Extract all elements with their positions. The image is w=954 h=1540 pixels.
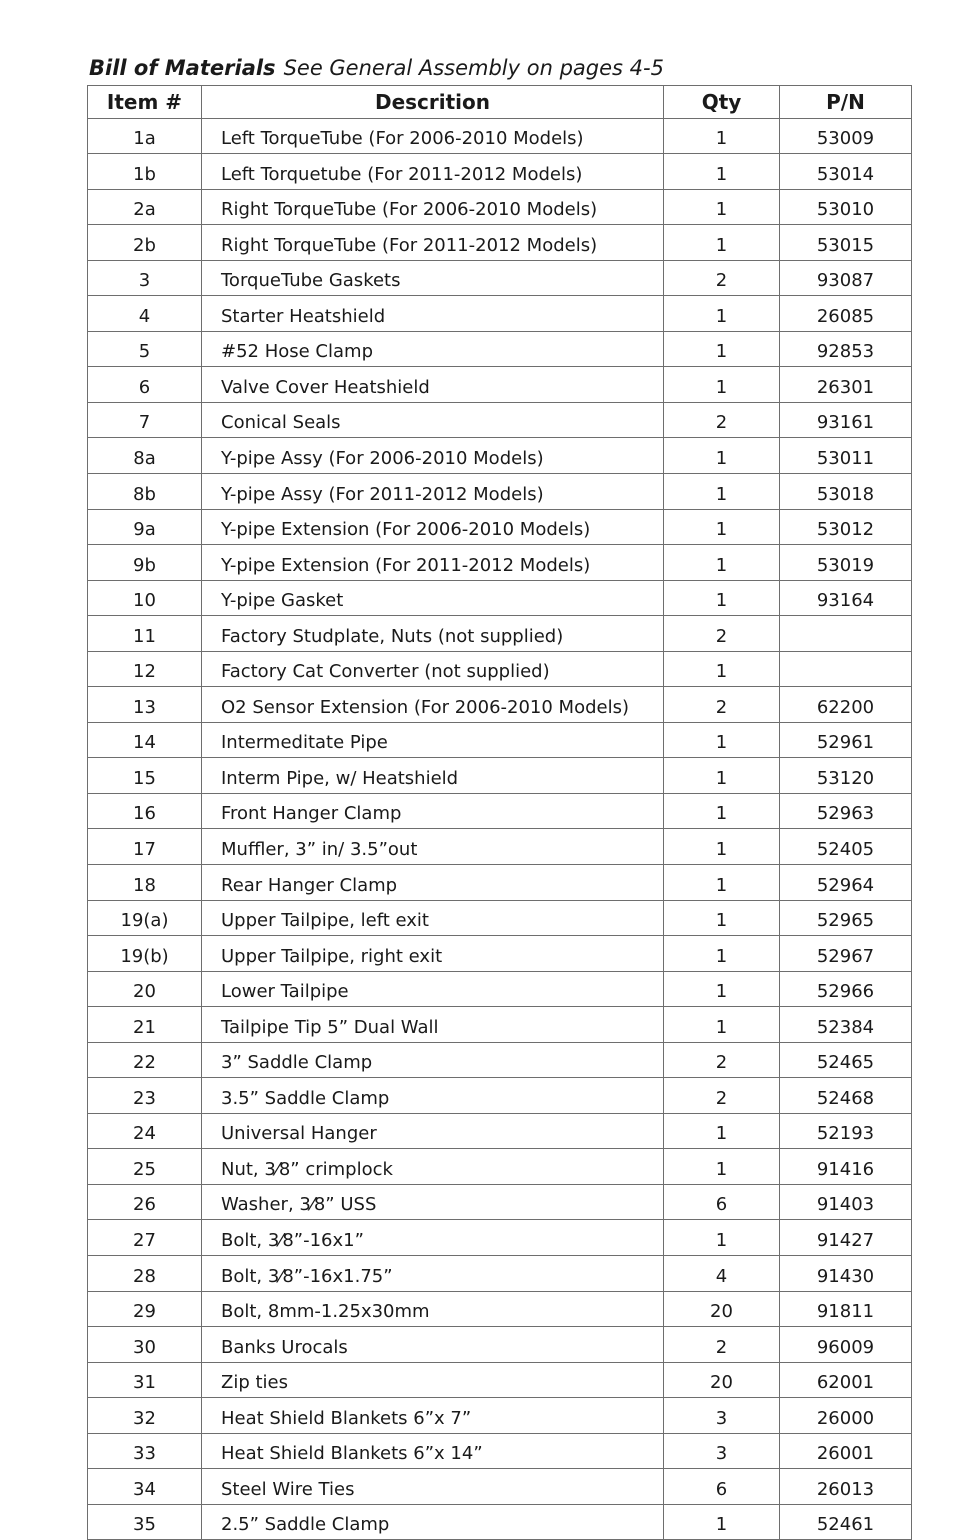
cell-quantity: 1 (664, 189, 780, 225)
cell-part-number: 52461 (780, 1504, 912, 1540)
table-row (88, 758, 912, 794)
cell-part-number: 91416 (780, 1149, 912, 1185)
cell-part-number: 26001 (780, 1433, 912, 1469)
cell-part-number: 52964 (780, 864, 912, 900)
cell-description: 3.5” Saddle Clamp (202, 1078, 664, 1114)
cell-quantity: 2 (664, 1327, 780, 1363)
cell-part-number: 53014 (780, 154, 912, 190)
table-row (88, 296, 912, 332)
table-row (88, 438, 912, 474)
cell-part-number: 52961 (780, 722, 912, 758)
cell-part-number: 91403 (780, 1184, 912, 1220)
table-row (88, 154, 912, 190)
cell-description: Left TorqueTube (For 2006-2010 Models) (202, 118, 664, 154)
cell-part-number: 53011 (780, 438, 912, 474)
cell-quantity: 2 (664, 260, 780, 296)
table-body (88, 118, 912, 1540)
cell-item-number: 9b (88, 545, 202, 581)
table-row (88, 971, 912, 1007)
cell-item-number: 23 (88, 1078, 202, 1114)
cell-item-number: 2a (88, 189, 202, 225)
cell-item-number: 7 (88, 402, 202, 438)
cell-part-number: 91811 (780, 1291, 912, 1327)
table-row (88, 1433, 912, 1469)
cell-quantity: 6 (664, 1469, 780, 1505)
cell-description: Nut, 3⁄8” crimplock (202, 1149, 664, 1185)
table-row (88, 864, 912, 900)
cell-item-number: 28 (88, 1256, 202, 1292)
cell-part-number: 62200 (780, 687, 912, 723)
cell-description: Right TorqueTube (For 2006-2010 Models) (202, 189, 664, 225)
cell-quantity: 1 (664, 331, 780, 367)
cell-item-number: 22 (88, 1042, 202, 1078)
cell-part-number (780, 651, 912, 687)
cell-part-number: 52963 (780, 793, 912, 829)
column-header-pn: P/N (780, 86, 912, 119)
cell-item-number: 25 (88, 1149, 202, 1185)
table-row (88, 616, 912, 652)
table-row (88, 545, 912, 581)
cell-quantity: 6 (664, 1184, 780, 1220)
table-row (88, 829, 912, 865)
cell-item-number: 14 (88, 722, 202, 758)
cell-quantity: 1 (664, 1149, 780, 1185)
cell-description: Universal Hanger (202, 1113, 664, 1149)
cell-item-number: 19(b) (88, 936, 202, 972)
cell-item-number: 8a (88, 438, 202, 474)
table-row (88, 1291, 912, 1327)
cell-part-number: 53012 (780, 509, 912, 545)
cell-description: Bolt, 3⁄8”-16x1” (202, 1220, 664, 1256)
cell-part-number: 96009 (780, 1327, 912, 1363)
cell-part-number: 91430 (780, 1256, 912, 1292)
cell-item-number: 31 (88, 1362, 202, 1398)
cell-item-number: 10 (88, 580, 202, 616)
table-header-row (88, 86, 912, 119)
table-row (88, 1078, 912, 1114)
cell-part-number: 52384 (780, 1007, 912, 1043)
cell-description: Intermeditate Pipe (202, 722, 664, 758)
cell-quantity: 1 (664, 509, 780, 545)
cell-quantity: 1 (664, 722, 780, 758)
cell-item-number: 11 (88, 616, 202, 652)
cell-part-number: 53015 (780, 225, 912, 261)
cell-description: O2 Sensor Extension (For 2006-2010 Models) (202, 687, 664, 723)
cell-item-number: 2b (88, 225, 202, 261)
cell-quantity: 1 (664, 438, 780, 474)
cell-quantity: 3 (664, 1433, 780, 1469)
table-row (88, 367, 912, 403)
cell-part-number: 52405 (780, 829, 912, 865)
table-row (88, 1256, 912, 1292)
cell-part-number (780, 616, 912, 652)
cell-description: #52 Hose Clamp (202, 331, 664, 367)
table-row (88, 1362, 912, 1398)
cell-part-number: 53018 (780, 473, 912, 509)
cell-description: Interm Pipe, w/ Heatshield (202, 758, 664, 794)
cell-description: Y-pipe Extension (For 2011-2012 Models) (202, 545, 664, 581)
cell-item-number: 3 (88, 260, 202, 296)
cell-item-number: 32 (88, 1398, 202, 1434)
cell-description: Bolt, 8mm-1.25x30mm (202, 1291, 664, 1327)
cell-quantity: 3 (664, 1398, 780, 1434)
cell-part-number: 52966 (780, 971, 912, 1007)
table-row (88, 793, 912, 829)
table-row (88, 331, 912, 367)
cell-description: Front Hanger Clamp (202, 793, 664, 829)
cell-part-number: 26013 (780, 1469, 912, 1505)
cell-description: Y-pipe Assy (For 2006-2010 Models) (202, 438, 664, 474)
column-header-item: Item # (88, 86, 202, 119)
cell-item-number: 16 (88, 793, 202, 829)
cell-item-number: 17 (88, 829, 202, 865)
page-title: Bill of Materials (89, 56, 276, 80)
cell-part-number: 93087 (780, 260, 912, 296)
cell-item-number: 34 (88, 1469, 202, 1505)
page-heading (89, 54, 664, 82)
cell-item-number: 26 (88, 1184, 202, 1220)
cell-description: Bolt, 3⁄8”-16x1.75” (202, 1256, 664, 1292)
cell-quantity: 1 (664, 225, 780, 261)
cell-description: TorqueTube Gaskets (202, 260, 664, 296)
table-row (88, 580, 912, 616)
cell-description: Valve Cover Heatshield (202, 367, 664, 403)
cell-part-number: 52193 (780, 1113, 912, 1149)
table-row (88, 1184, 912, 1220)
cell-part-number: 52465 (780, 1042, 912, 1078)
cell-description: Left Torquetube (For 2011-2012 Models) (202, 154, 664, 190)
cell-item-number: 4 (88, 296, 202, 332)
cell-description: 3” Saddle Clamp (202, 1042, 664, 1078)
cell-part-number: 93161 (780, 402, 912, 438)
cell-quantity: 2 (664, 616, 780, 652)
cell-quantity: 1 (664, 1007, 780, 1043)
table-row (88, 900, 912, 936)
cell-description: 2.5” Saddle Clamp (202, 1504, 664, 1540)
cell-description: Washer, 3⁄8” USS (202, 1184, 664, 1220)
cell-quantity: 1 (664, 900, 780, 936)
cell-description: Rear Hanger Clamp (202, 864, 664, 900)
cell-item-number: 33 (88, 1433, 202, 1469)
cell-part-number: 53120 (780, 758, 912, 794)
table-row (88, 189, 912, 225)
table-row (88, 402, 912, 438)
table-row (88, 1504, 912, 1540)
cell-description: Steel Wire Ties (202, 1469, 664, 1505)
cell-quantity: 1 (664, 545, 780, 581)
cell-description: Y-pipe Extension (For 2006-2010 Models) (202, 509, 664, 545)
table-row (88, 473, 912, 509)
cell-part-number: 26301 (780, 367, 912, 403)
table-row (88, 687, 912, 723)
cell-quantity: 20 (664, 1362, 780, 1398)
cell-item-number: 19(a) (88, 900, 202, 936)
cell-quantity: 1 (664, 758, 780, 794)
cell-description: Banks Urocals (202, 1327, 664, 1363)
cell-quantity: 1 (664, 154, 780, 190)
table-row (88, 1007, 912, 1043)
cell-description: Starter Heatshield (202, 296, 664, 332)
cell-description: Y-pipe Gasket (202, 580, 664, 616)
cell-description: Lower Tailpipe (202, 971, 664, 1007)
cell-quantity: 1 (664, 1113, 780, 1149)
cell-part-number: 62001 (780, 1362, 912, 1398)
cell-description: Y-pipe Assy (For 2011-2012 Models) (202, 473, 664, 509)
table-row (88, 1469, 912, 1505)
cell-quantity: 1 (664, 367, 780, 403)
cell-item-number: 20 (88, 971, 202, 1007)
cell-quantity: 1 (664, 864, 780, 900)
column-header-description: Descrition (202, 86, 664, 119)
cell-quantity: 1 (664, 1504, 780, 1540)
cell-description: Heat Shield Blankets 6”x 7” (202, 1398, 664, 1434)
cell-quantity: 1 (664, 971, 780, 1007)
cell-quantity: 2 (664, 1042, 780, 1078)
table-row (88, 1042, 912, 1078)
cell-part-number: 52967 (780, 936, 912, 972)
table-row (88, 936, 912, 972)
cell-description: Factory Cat Converter (not supplied) (202, 651, 664, 687)
bill-of-materials-table (87, 85, 912, 1540)
cell-quantity: 1 (664, 1220, 780, 1256)
cell-quantity: 1 (664, 296, 780, 332)
table-row (88, 1327, 912, 1363)
cell-part-number: 91427 (780, 1220, 912, 1256)
cell-quantity: 1 (664, 473, 780, 509)
cell-item-number: 15 (88, 758, 202, 794)
cell-item-number: 8b (88, 473, 202, 509)
cell-description: Conical Seals (202, 402, 664, 438)
table-row (88, 509, 912, 545)
cell-item-number: 30 (88, 1327, 202, 1363)
cell-item-number: 27 (88, 1220, 202, 1256)
table-row (88, 225, 912, 261)
cell-item-number: 1b (88, 154, 202, 190)
cell-part-number: 26000 (780, 1398, 912, 1434)
cell-quantity: 4 (664, 1256, 780, 1292)
cell-item-number: 24 (88, 1113, 202, 1149)
cell-quantity: 2 (664, 402, 780, 438)
cell-description: Factory Studplate, Nuts (not supplied) (202, 616, 664, 652)
table-row (88, 1220, 912, 1256)
cell-description: Heat Shield Blankets 6”x 14” (202, 1433, 664, 1469)
table-row (88, 651, 912, 687)
cell-item-number: 18 (88, 864, 202, 900)
cell-part-number: 52965 (780, 900, 912, 936)
cell-item-number: 6 (88, 367, 202, 403)
cell-quantity: 2 (664, 687, 780, 723)
cell-item-number: 21 (88, 1007, 202, 1043)
cell-item-number: 13 (88, 687, 202, 723)
cell-quantity: 1 (664, 936, 780, 972)
cell-item-number: 29 (88, 1291, 202, 1327)
table-row (88, 1398, 912, 1434)
cell-part-number: 92853 (780, 331, 912, 367)
cell-part-number: 53019 (780, 545, 912, 581)
cell-item-number: 35 (88, 1504, 202, 1540)
cell-item-number: 12 (88, 651, 202, 687)
cell-quantity: 1 (664, 118, 780, 154)
cell-description: Zip ties (202, 1362, 664, 1398)
cell-item-number: 5 (88, 331, 202, 367)
cell-part-number: 53010 (780, 189, 912, 225)
cell-quantity: 2 (664, 1078, 780, 1114)
cell-description: Right TorqueTube (For 2011-2012 Models) (202, 225, 664, 261)
cell-quantity: 1 (664, 580, 780, 616)
cell-part-number: 26085 (780, 296, 912, 332)
cell-description: Upper Tailpipe, right exit (202, 936, 664, 972)
page-subtitle: See General Assembly on pages 4-5 (283, 56, 664, 80)
table-row (88, 1149, 912, 1185)
cell-part-number: 93164 (780, 580, 912, 616)
column-header-qty: Qty (664, 86, 780, 119)
cell-item-number: 1a (88, 118, 202, 154)
cell-description: Tailpipe Tip 5” Dual Wall (202, 1007, 664, 1043)
cell-quantity: 1 (664, 793, 780, 829)
cell-quantity: 1 (664, 829, 780, 865)
cell-item-number: 9a (88, 509, 202, 545)
table-row (88, 118, 912, 154)
cell-part-number: 52468 (780, 1078, 912, 1114)
cell-part-number: 53009 (780, 118, 912, 154)
cell-quantity: 20 (664, 1291, 780, 1327)
table-row (88, 260, 912, 296)
cell-description: Upper Tailpipe, left exit (202, 900, 664, 936)
cell-quantity: 1 (664, 651, 780, 687)
cell-description: Muffler, 3” in/ 3.5”out (202, 829, 664, 865)
table-row (88, 722, 912, 758)
table-row (88, 1113, 912, 1149)
